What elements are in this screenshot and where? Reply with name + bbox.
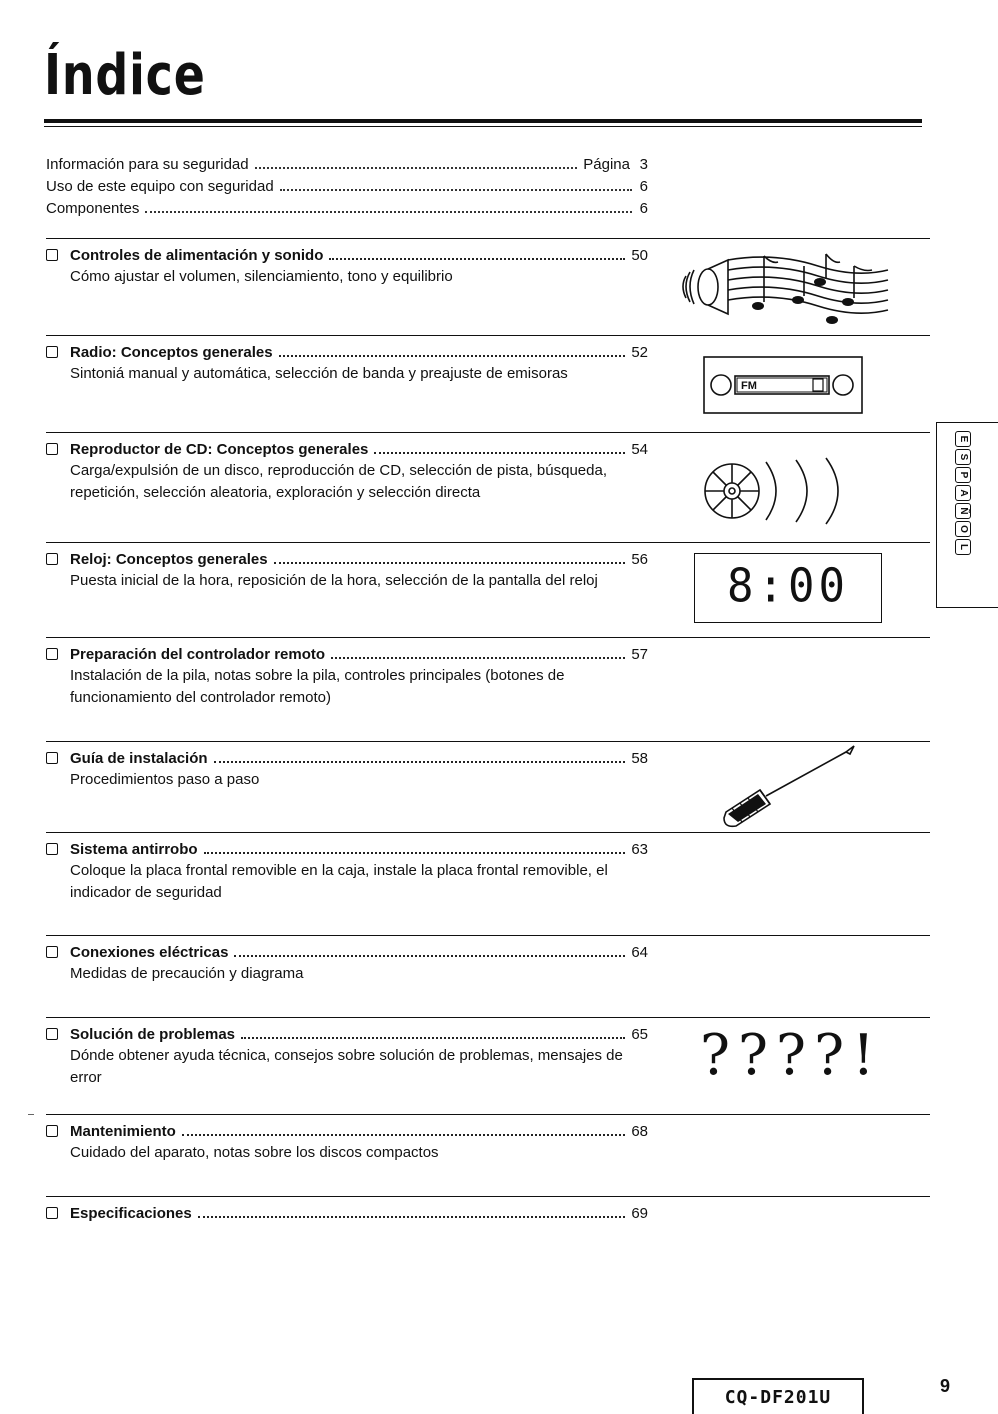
- page-ref: 57: [631, 646, 648, 663]
- toc-entry-description: Medidas de precaución y diagrama: [70, 965, 304, 982]
- intro-item[interactable]: [46, 200, 648, 222]
- language-letter: S: [955, 449, 971, 465]
- page-ref: 50: [631, 247, 648, 264]
- dot-leader: [331, 657, 625, 659]
- dot-leader: [279, 355, 626, 357]
- toc-entry-description: Cómo ajustar el volumen, silenciamiento, tono y equilibrio: [70, 268, 453, 285]
- radio-band-label: FM: [741, 380, 757, 392]
- language-letter: L: [955, 539, 971, 555]
- page-ref: 64: [631, 944, 648, 961]
- language-letter: P: [955, 467, 971, 483]
- toc-entry[interactable]: [46, 944, 648, 961]
- page-ref: 56: [631, 551, 648, 568]
- page-ref: 52: [631, 344, 648, 361]
- toc-entry-description: Coloque la placa frontal removible en la caja, instale la placa frontal removible, el indicador de seguridad: [70, 862, 608, 901]
- dot-leader: [145, 211, 632, 213]
- toc-entry-description: Puesta inicial de la hora, reposición de la hora, selección de la pantalla del reloj: [70, 572, 598, 589]
- clock-display-icon: [694, 553, 882, 623]
- toc-section: [46, 1196, 930, 1222]
- intro-item-label: Información para su seguridad: [46, 156, 249, 173]
- cd-icon: [700, 452, 866, 530]
- toc-section: [46, 1114, 930, 1164]
- dot-leader: [280, 189, 632, 191]
- checkbox-icon: [46, 249, 58, 261]
- toc-entry[interactable]: [46, 1123, 648, 1140]
- page-title: Índice: [44, 43, 206, 108]
- page-number: 9: [940, 1376, 951, 1396]
- dot-leader: [234, 955, 625, 957]
- checkbox-icon: [46, 648, 58, 660]
- margin-tick: [28, 1114, 34, 1115]
- page-ref: 69: [631, 1205, 648, 1222]
- page-ref: 68: [631, 1123, 648, 1140]
- toc-entry[interactable]: [46, 646, 648, 663]
- toc-entry-title: Radio: Conceptos generales: [70, 344, 273, 361]
- page-ref: 6: [639, 178, 648, 195]
- toc-section: [46, 832, 930, 904]
- toc-entry-title: Solución de problemas: [70, 1026, 236, 1043]
- toc-entry[interactable]: [46, 441, 648, 458]
- toc-entry-title: Controles de alimentación y sonido: [70, 247, 324, 264]
- dot-leader: [329, 258, 625, 260]
- page-word: Página: [583, 156, 630, 173]
- toc-entry-title: Preparación del controlador remoto: [70, 646, 326, 663]
- model-badge: [692, 1378, 864, 1414]
- page-ref: 54: [631, 441, 648, 458]
- page-ref: 3: [639, 156, 648, 173]
- toc-entry-description: Instalación de la pila, notas sobre la pila, controles principales (botones de funcionamiento del controlador remoto): [70, 667, 565, 706]
- page-ref: 58: [631, 750, 648, 767]
- title-divider-thin: [44, 126, 922, 127]
- toc-entry-description: Procedimientos paso a paso: [70, 771, 260, 788]
- intro-list: [46, 156, 648, 222]
- dot-leader: [241, 1037, 625, 1039]
- toc-entry[interactable]: [46, 247, 648, 264]
- checkbox-icon: [46, 946, 58, 958]
- toc-entry-title: Mantenimiento: [70, 1123, 176, 1140]
- dot-leader: [255, 167, 578, 169]
- checkbox-icon: [46, 752, 58, 764]
- language-tab-letters: [950, 430, 976, 556]
- intro-item-label: Uso de este equipo con seguridad: [46, 178, 274, 195]
- dot-leader: [214, 761, 626, 763]
- checkbox-icon: [46, 553, 58, 565]
- toc-entry-title: Especificaciones: [70, 1205, 192, 1222]
- toc-entry-description: Carga/expulsión de un disco, reproducción de CD, selección de pista, búsqueda, repetición, selección aleatoria, exploración y selección directa: [70, 462, 607, 501]
- clock-display-readout: 8:00: [727, 559, 849, 614]
- toc-entry[interactable]: [46, 551, 648, 568]
- model-number: CQ-DF201U: [724, 1386, 832, 1408]
- toc-entry-description: Sintoniá manual y automática, selección de banda y preajuste de emisoras: [70, 365, 568, 382]
- toc-entry[interactable]: [46, 750, 648, 767]
- question-marks-icon: [700, 1023, 883, 1102]
- toc-entry[interactable]: [46, 1205, 648, 1222]
- intro-item-label: Componentes: [46, 200, 140, 217]
- dot-leader: [204, 852, 626, 854]
- toc-entry-title: Conexiones eléctricas: [70, 944, 229, 961]
- checkbox-icon: [46, 1028, 58, 1040]
- intro-item[interactable]: [46, 178, 648, 200]
- language-letter: E: [955, 431, 971, 447]
- language-letter: A: [955, 485, 971, 501]
- toc-entry-description: Dónde obtener ayuda técnica, consejos sobre solución de problemas, mensajes de error: [70, 1047, 623, 1086]
- page-ref: 63: [631, 841, 648, 858]
- checkbox-icon: [46, 443, 58, 455]
- language-letter: O: [955, 521, 971, 537]
- toc-section: [46, 637, 930, 709]
- toc-entry-description: Cuidado del aparato, notas sobre los discos compactos: [70, 1144, 439, 1161]
- radio-icon: [703, 356, 863, 414]
- checkbox-icon: [46, 1125, 58, 1137]
- dot-leader: [182, 1134, 625, 1136]
- page-ref: 6: [639, 200, 648, 217]
- toc-entry[interactable]: [46, 344, 648, 361]
- screwdriver-icon: [720, 742, 860, 828]
- title-divider: [44, 119, 922, 123]
- toc-entry-title: Sistema antirrobo: [70, 841, 198, 858]
- checkbox-icon: [46, 346, 58, 358]
- intro-item[interactable]: [46, 156, 648, 178]
- toc-entry-title: Guía de instalación: [70, 750, 208, 767]
- toc-entry-title: Reloj: Conceptos generales: [70, 551, 268, 568]
- speaker-music-icon: [676, 248, 898, 328]
- toc-entry[interactable]: [46, 841, 648, 858]
- checkbox-icon: [46, 1207, 58, 1219]
- toc-section: [46, 935, 930, 985]
- question-marks-text: ????!: [700, 1023, 883, 1088]
- toc-entry[interactable]: [46, 1026, 648, 1043]
- dot-leader: [198, 1216, 626, 1218]
- language-letter: Ñ: [955, 503, 971, 519]
- checkbox-icon: [46, 843, 58, 855]
- dot-leader: [274, 562, 626, 564]
- toc-entry-title: Reproductor de CD: Conceptos generales: [70, 441, 369, 458]
- page-ref: 65: [631, 1026, 648, 1043]
- dot-leader: [374, 452, 625, 454]
